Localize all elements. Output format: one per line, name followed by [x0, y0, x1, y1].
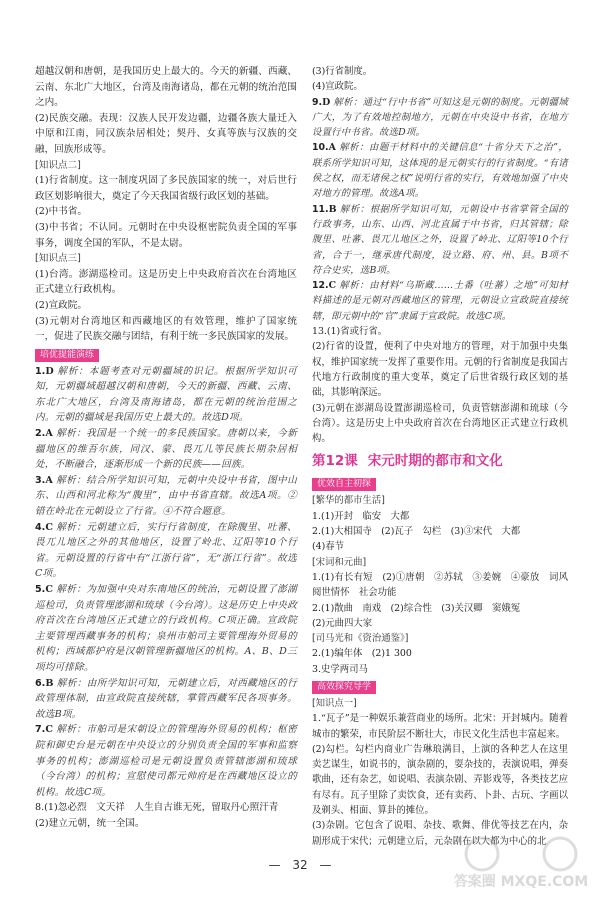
answer-line: (4)春节	[312, 541, 345, 553]
explanation-text: 解析：为加强中央对东南地区的统治，元朝设置了澎湖巡检司，负责管理澎湖和琉球（今台湾）。这是历史上中央政府首次在台湾地区正式建立的行政机构。C项正确。宣政院主要管理西藏事务的机构；泉州市舶司主要管理海外贸易的机构；西域都护府是汉朝管理新疆地区的机构。A、B、D三项均可排除。	[35, 584, 297, 673]
watermark-text: 答案圈 MXQE.COM	[453, 874, 589, 890]
answer-line: 超越汉朝和唐朝，是我国历史上最大的。今天的新疆、西藏、云南、东北广大地区，台湾及南海诸岛，都在元朝的统治范围之内。	[35, 66, 297, 109]
knowledge-point-heading: [繁华的都市生活]	[312, 495, 385, 507]
answer-choice: B	[328, 203, 337, 215]
question-number: 12.	[312, 280, 329, 292]
answer-choice: C	[328, 280, 337, 292]
question-number: 6.	[35, 677, 46, 689]
section-banner-row	[312, 474, 568, 493]
answer-line: (1)行省制度。这一制度巩固了多民族国家的统一，对后世行政区划影响很大，奠定了今天我国省级行政区划的基础。	[35, 175, 297, 202]
question-number: 9.	[312, 96, 323, 108]
answer-line: 2.(1)大相国寺 (2)瓦子 勾栏 (3)③宋代 大都	[312, 526, 521, 538]
section-banner: 高效探究导学	[312, 681, 376, 694]
knowledge-point-heading: [司马光和《资治通鉴》]	[312, 633, 409, 645]
question-answer	[35, 426, 297, 473]
question-answer	[312, 202, 568, 278]
answer-line: (2)中书省。	[35, 206, 87, 218]
question-answer	[35, 520, 297, 582]
knowledge-point-heading: [知识点一]	[312, 697, 357, 709]
left-column	[35, 64, 297, 832]
answer-line: (3)元朝在澎湖岛设置澎湖巡检司，负责管辖澎湖和琉球（今台湾）。这是历史上中央政府首次在台湾地区正式建立行政机构。	[312, 402, 568, 445]
watermark-circle-icon	[544, 838, 576, 870]
question-answer	[35, 722, 297, 800]
explanation-text: 解析：根据所学知识可知，元朝设中书省掌管全国的行政事务，山东、山西、河北直属于中书省，归其管辖；除腹里、吐蕃、畏兀儿地区之外，设置了岭北、辽阳等10个行省，合于一，继承唐代制度，设立路、府、州、县。B项不符合史实，选B项。	[312, 203, 568, 276]
answer-line: (1)台湾。澎湖巡检司。这是历史上中央政府首次在台湾地区正式建立行政机构。	[35, 268, 297, 296]
answer-choice: A	[45, 428, 53, 440]
question-answer	[35, 473, 297, 520]
answer-line: (2)民族交融。表现：汉族人民开发边疆，边疆各族大量迁入中原和江南，同汉族杂居相处；契丹、女真等族与汉族的交融，回族形成等。	[35, 112, 297, 155]
watermark-circle-icon	[466, 838, 498, 870]
question-number: 10.	[312, 142, 329, 154]
watermark-logo	[453, 832, 589, 894]
answer-line: (3)中书省；不认同。元朝时在中央设枢密院负责全国的军事事务，调度全国的军队，不是太尉。	[35, 221, 297, 249]
explanation-text: 解析：结合所学知识可知，元朝中央设中书省，图中山东、山西和河北称为“腹里”，由中书省直辖。故选A项。②错在岭北在元朝设立了行省。④不符合题意。	[35, 474, 297, 518]
explanation-text: 解析：元朝建立后，实行行省制度，在除腹里、吐蕃、畏兀儿地区之外的其他地区，设置了岭北、辽阳等10个行省。元朝设置的行省中有“江浙行省”，无“浙江行省”。故选C项。	[35, 521, 297, 580]
answer-line: 1.(1)有长有短 (2)①唐朝 ②苏轼 ③姜婉 ④豪放 词风 阅世情怀 社会功能	[312, 571, 578, 599]
page-number-value: 32	[292, 858, 308, 872]
explanation-text: 解析：由题干材料中的关键信息“十省分天下之治”，联系所学知识可知，这体现的是元朝实行的行省制度。“有诸侯之权，而无诸侯之权”说明行省的实行，有效地加强了中央对地方的管理。故选A项。	[312, 142, 569, 200]
answer-line: 1.(1)开封 临安 大都	[312, 510, 410, 522]
answer-line: (3)杂剧。它包含了说唱、杂技、歌舞、俳优等技艺在内，杂剧形成于宋代；元朝建立后，元杂剧在以大都为中心的北	[312, 820, 568, 847]
question-answer	[312, 95, 568, 141]
section-banner: 培优提能演练	[35, 349, 99, 362]
question-number: 2.	[35, 428, 46, 440]
lesson-number: 第12课	[312, 453, 358, 470]
answer-choice: D	[322, 96, 331, 108]
explanation-text: 解析：由材料“乌斯藏……土番（吐蕃）之地”可知材料描述的是元朝对西藏地区的管理，元朝设立宣政院直接统辖，即元朝中的“官”隶属于宣政院。故选C项。	[312, 280, 568, 322]
explanation-text: 解析：通过“行中书省”可知这是元朝的制度。元朝疆域广大，为了有效地控制地方，元朝在中央设中书省，在地方设置行中书省。故选D项。	[312, 96, 568, 139]
section-banner-row	[312, 677, 568, 696]
answer-line: (2)行省的设置，便利了中央对地方的管理，对于加强中央集权，维护国家统一发挥了重要作用。元朝的行省制度是我国古代地方行政制度的重大变革，奠定了后世省级行政区划的基础，其影响深远。	[312, 341, 568, 399]
answer-line: (4)宣政院。	[312, 81, 363, 93]
question-answer	[35, 676, 297, 723]
question-number: 5.	[35, 584, 46, 595]
section-banner: 优效自主初探	[312, 478, 376, 491]
page-number: — 32 —	[268, 858, 332, 872]
question-answer	[312, 278, 568, 324]
knowledge-point-heading: [知识点二]	[35, 159, 81, 171]
answer-choice: D	[45, 365, 54, 377]
answer-line: 2.(1)散曲 南戏 (2)综合性 (3)关汉卿 窦娥冤	[312, 602, 521, 614]
answer-line: 3.史学两司马	[312, 663, 368, 675]
answer-line: (2)勾栏。勾栏内商业广告琳琅满目，上演的各种艺人在这里卖艺谋生，如说书的，演杂剧的，耍杂技的，表演说唱，弹奏歌曲，还有杂艺，如说唱、表演杂剧、弄影戏等，各类技艺应有尽有。瓦子里除了卖饮食，还有卖药、卜卦、古玩、字画以及剃头、相面、算卦的摊位。	[312, 743, 568, 817]
question-answer	[35, 364, 297, 426]
question-number: 1.	[35, 365, 46, 377]
question-number: 3.	[35, 474, 46, 486]
knowledge-point-heading: [知识点三]	[35, 253, 81, 265]
question-answer	[35, 582, 297, 676]
lesson-title	[312, 450, 568, 472]
explanation-text: 解析：本题考查对元朝疆域的识记。根据所学知识可知，元朝疆域超越汉朝和唐朝，今天的新疆、西藏、云南、东北广大地区，台湾及南海诸岛，都在元朝的统治范围之内。元朝的疆域是我国历史上最大的。故选D项。	[35, 365, 297, 424]
answer-line: (3)行省制度。	[312, 66, 373, 77]
answer-choice: A	[328, 142, 336, 154]
explanation-text: 解析：我国是一个统一的多民族国家。唐朝以来，今新疆地区的维吾尔族，同汉、蒙、畏兀儿等民族长期杂居相处，不断融合，逐渐形成一个新的民族——回族。	[35, 428, 297, 471]
answer-line: (2)建立元朝，统一全国。	[35, 817, 145, 829]
section-banner-row	[35, 345, 297, 364]
lesson-name: 宋元时期的都市和文化	[367, 453, 503, 470]
explanation-text: 解析：由所学知识可知，元朝建立后，对西藏地区的行政管理体制，由宣政院直接统辖，掌管西藏军民各项事务。故选B项。	[35, 677, 297, 720]
question-number: 4.	[35, 521, 46, 533]
question-number: 7.	[35, 724, 46, 736]
answer-choice: A	[45, 474, 53, 486]
question-answer	[312, 140, 568, 201]
answer-choice: C	[45, 521, 53, 533]
answer-line: 2.(1)编年体 (2)1 300	[312, 648, 412, 660]
knowledge-point-heading: [宋词和元曲]	[312, 556, 367, 568]
answer-choice: B	[45, 677, 54, 689]
answer-line: 8.(1)忽必烈 文天祥 人生自古谁无死，留取丹心照汗青	[35, 802, 279, 814]
answer-line: 1.“瓦子”是一种娱乐兼营商业的场所。北宋：开封城内。随着城市的繁荣，市民阶层不断壮大，市民文化生活也丰富起来。	[312, 713, 568, 740]
answer-choice: C	[45, 724, 53, 736]
answer-line: (2)宣政院。	[35, 299, 87, 311]
answer-line: (2)元曲四大家	[312, 617, 373, 629]
answer-line: (3)元朝对台湾地区和西藏地区的有效管理，维护了国家统一，促进了民族交融与团结，有利于统一多民族国家的发展。	[35, 315, 297, 343]
answer-choice: C	[45, 584, 53, 595]
answer-line: 13.(1)省或行省。	[312, 326, 388, 338]
explanation-text: 解析：市舶司是宋朝设立的管理海外贸易的机构；枢密院和御史台是元朝在中央设立的分别负责全国的军事和监察事务的机构；澎湖巡检司是元朝设置负责管辖澎湖和琉球（今台湾）的机构；宣慰使司都元帅府是在西藏地区设立的机构。故选C项。	[35, 724, 297, 798]
right-column	[312, 64, 578, 849]
question-number: 11.	[312, 203, 329, 215]
